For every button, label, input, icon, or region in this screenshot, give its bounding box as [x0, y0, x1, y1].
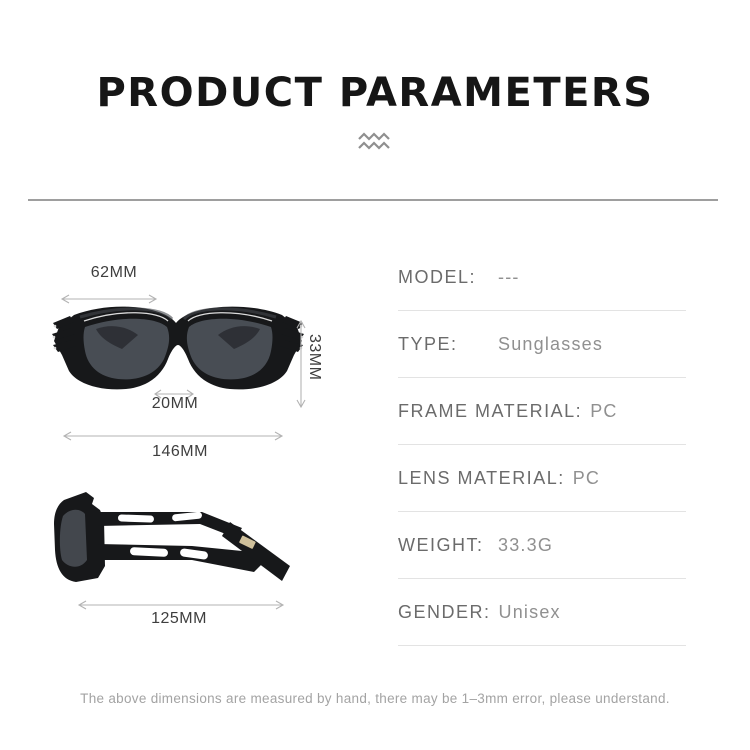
spec-label: FRAME MATERIAL: [398, 400, 583, 421]
section-divider [28, 199, 718, 201]
bridge-width-label: 20MM [151, 395, 199, 412]
spec-value: --- [498, 266, 520, 287]
spec-value: 33.3G [498, 534, 554, 555]
spec-label: WEIGHT: [398, 534, 484, 555]
spec-value: Unisex [498, 601, 561, 622]
spec-label: GENDER: [398, 601, 491, 622]
sunglasses-front-image [50, 299, 306, 400]
page-title: PRODUCT PARAMETERS [96, 70, 654, 116]
temple-length-label: 125MM [151, 610, 207, 627]
spec-value: PC [590, 400, 618, 421]
measurement-disclaimer: The above dimensions are measured by hand, there may be 1–3mm error, please understand. [80, 691, 670, 706]
spec-value: Sunglasses [498, 333, 604, 354]
spec-value: PC [572, 467, 601, 488]
spec-label: MODEL: [398, 266, 477, 287]
frame-width-label: 146MM [152, 443, 208, 460]
spec-row-lens-material [398, 445, 686, 512]
lens-width-label: 62MM [90, 264, 138, 281]
spec-row-gender [398, 579, 686, 646]
waves-icon [357, 131, 393, 157]
spec-label: LENS MATERIAL: [398, 467, 565, 488]
lens-height-label: 33MM [306, 334, 323, 381]
spec-label: TYPE: [398, 333, 458, 354]
spec-row-type [398, 311, 686, 378]
spec-list [398, 244, 686, 646]
sunglasses-side-image [52, 488, 292, 595]
spec-row-weight [398, 512, 686, 579]
spec-row-model [398, 244, 686, 311]
spec-row-frame-material [398, 378, 686, 445]
